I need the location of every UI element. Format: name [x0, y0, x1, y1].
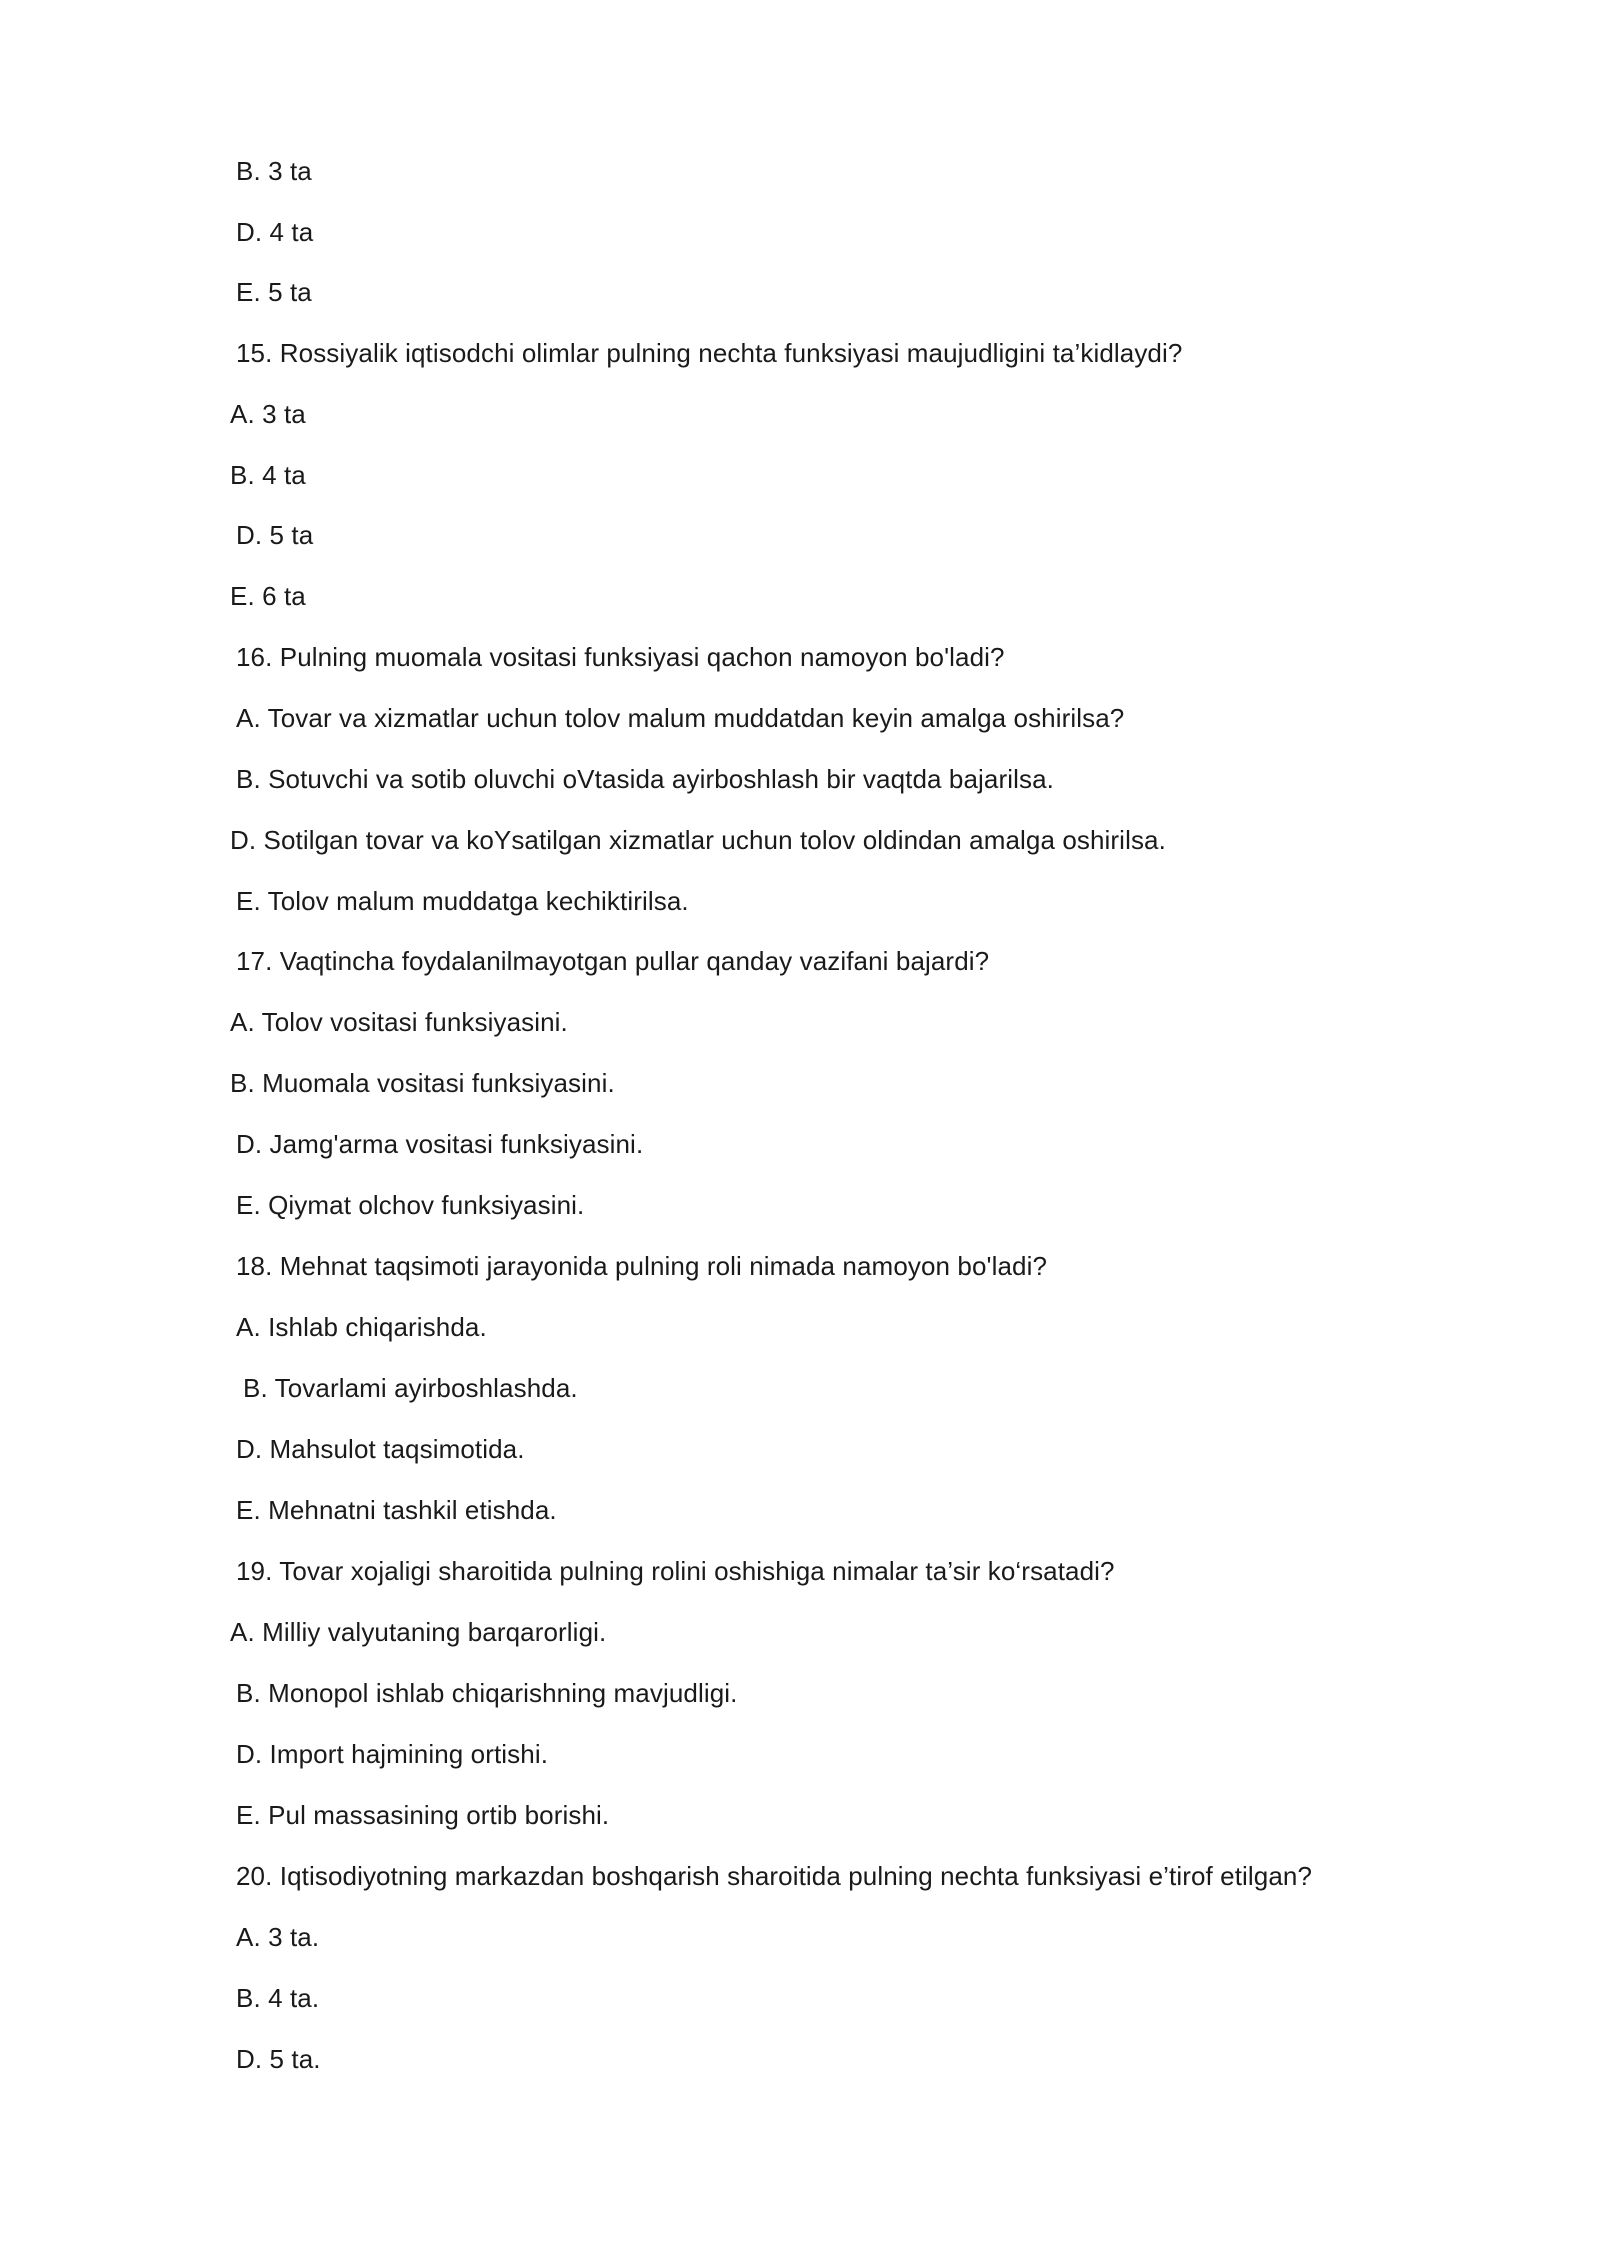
answer-option: A. Tolov vositasi funksiyasini.	[230, 1007, 568, 1037]
answer-option: E. Tolov malum muddatga kechiktirilsa.	[236, 886, 689, 916]
answer-option: D. 5 ta.	[236, 2044, 321, 2074]
answer-option: B. 4 ta	[230, 460, 306, 490]
question-text: 16. Pulning muomala vositasi funksiyasi qachon namoyon bo'ladi?	[236, 642, 1005, 672]
question-text: 15. Rossiyalik iqtisodchi olimlar pulning nechta funksiyasi maujudligini ta’kidlaydi?	[236, 338, 1183, 368]
question-text: 18. Mehnat taqsimoti jarayonida pulning roli nimada namoyon bo'ladi?	[236, 1251, 1048, 1281]
answer-option: E. Pul massasining ortib borishi.	[236, 1800, 610, 1830]
answer-option: B. 4 ta.	[236, 1983, 320, 2013]
question-text: 20. Iqtisodiyotning markazdan boshqarish sharoitida pulning nechta funksiyasi e’tirof etilgan?	[236, 1861, 1313, 1891]
answer-option: A. Tovar va xizmatlar uchun tolov malum muddatdan keyin amalga oshirilsa?	[236, 703, 1125, 733]
answer-option: B. Tovarlami ayirboshlashda.	[243, 1373, 578, 1403]
answer-option: A. 3 ta.	[236, 1922, 320, 1952]
answer-option: E. 6 ta	[230, 581, 306, 611]
answer-option: B. Sotuvchi va sotib oluvchi oVtasida ayirboshlash bir vaqtda bajarilsa.	[236, 764, 1054, 794]
answer-option: B. 3 ta	[236, 156, 312, 186]
answer-option: A. Milliy valyutaning barqarorligi.	[230, 1617, 607, 1647]
answer-option: A. 3 ta	[230, 399, 306, 429]
answer-option: D. Mahsulot taqsimotida.	[236, 1434, 525, 1464]
answer-option: E. Mehnatni tashkil etishda.	[236, 1495, 557, 1525]
answer-option: D. Jamg'arma vositasi funksiyasini.	[236, 1129, 644, 1159]
answer-option: B. Muomala vositasi funksiyasini.	[230, 1068, 615, 1098]
answer-option: D. 4 ta	[236, 217, 314, 247]
question-text: 17. Vaqtincha foydalanilmayotgan pullar qanday vazifani bajardi?	[236, 946, 990, 976]
answer-option: B. Monopol ishlab chiqarishning mavjudligi.	[236, 1678, 738, 1708]
answer-option: A. Ishlab chiqarishda.	[236, 1312, 487, 1342]
answer-option: E. 5 ta	[236, 277, 312, 307]
answer-option: D. Import hajmining ortishi.	[236, 1739, 549, 1769]
answer-option: D. Sotilgan tovar va koYsatilgan xizmatlar uchun tolov oldindan amalga oshirilsa.	[230, 825, 1166, 855]
answer-option: D. 5 ta	[236, 520, 314, 550]
answer-option: E. Qiymat olchov funksiyasini.	[236, 1190, 585, 1220]
question-text: 19. Tovar xojaligi sharoitida pulning rolini oshishiga nimalar ta’sir ko‘rsatadi?	[236, 1556, 1115, 1586]
